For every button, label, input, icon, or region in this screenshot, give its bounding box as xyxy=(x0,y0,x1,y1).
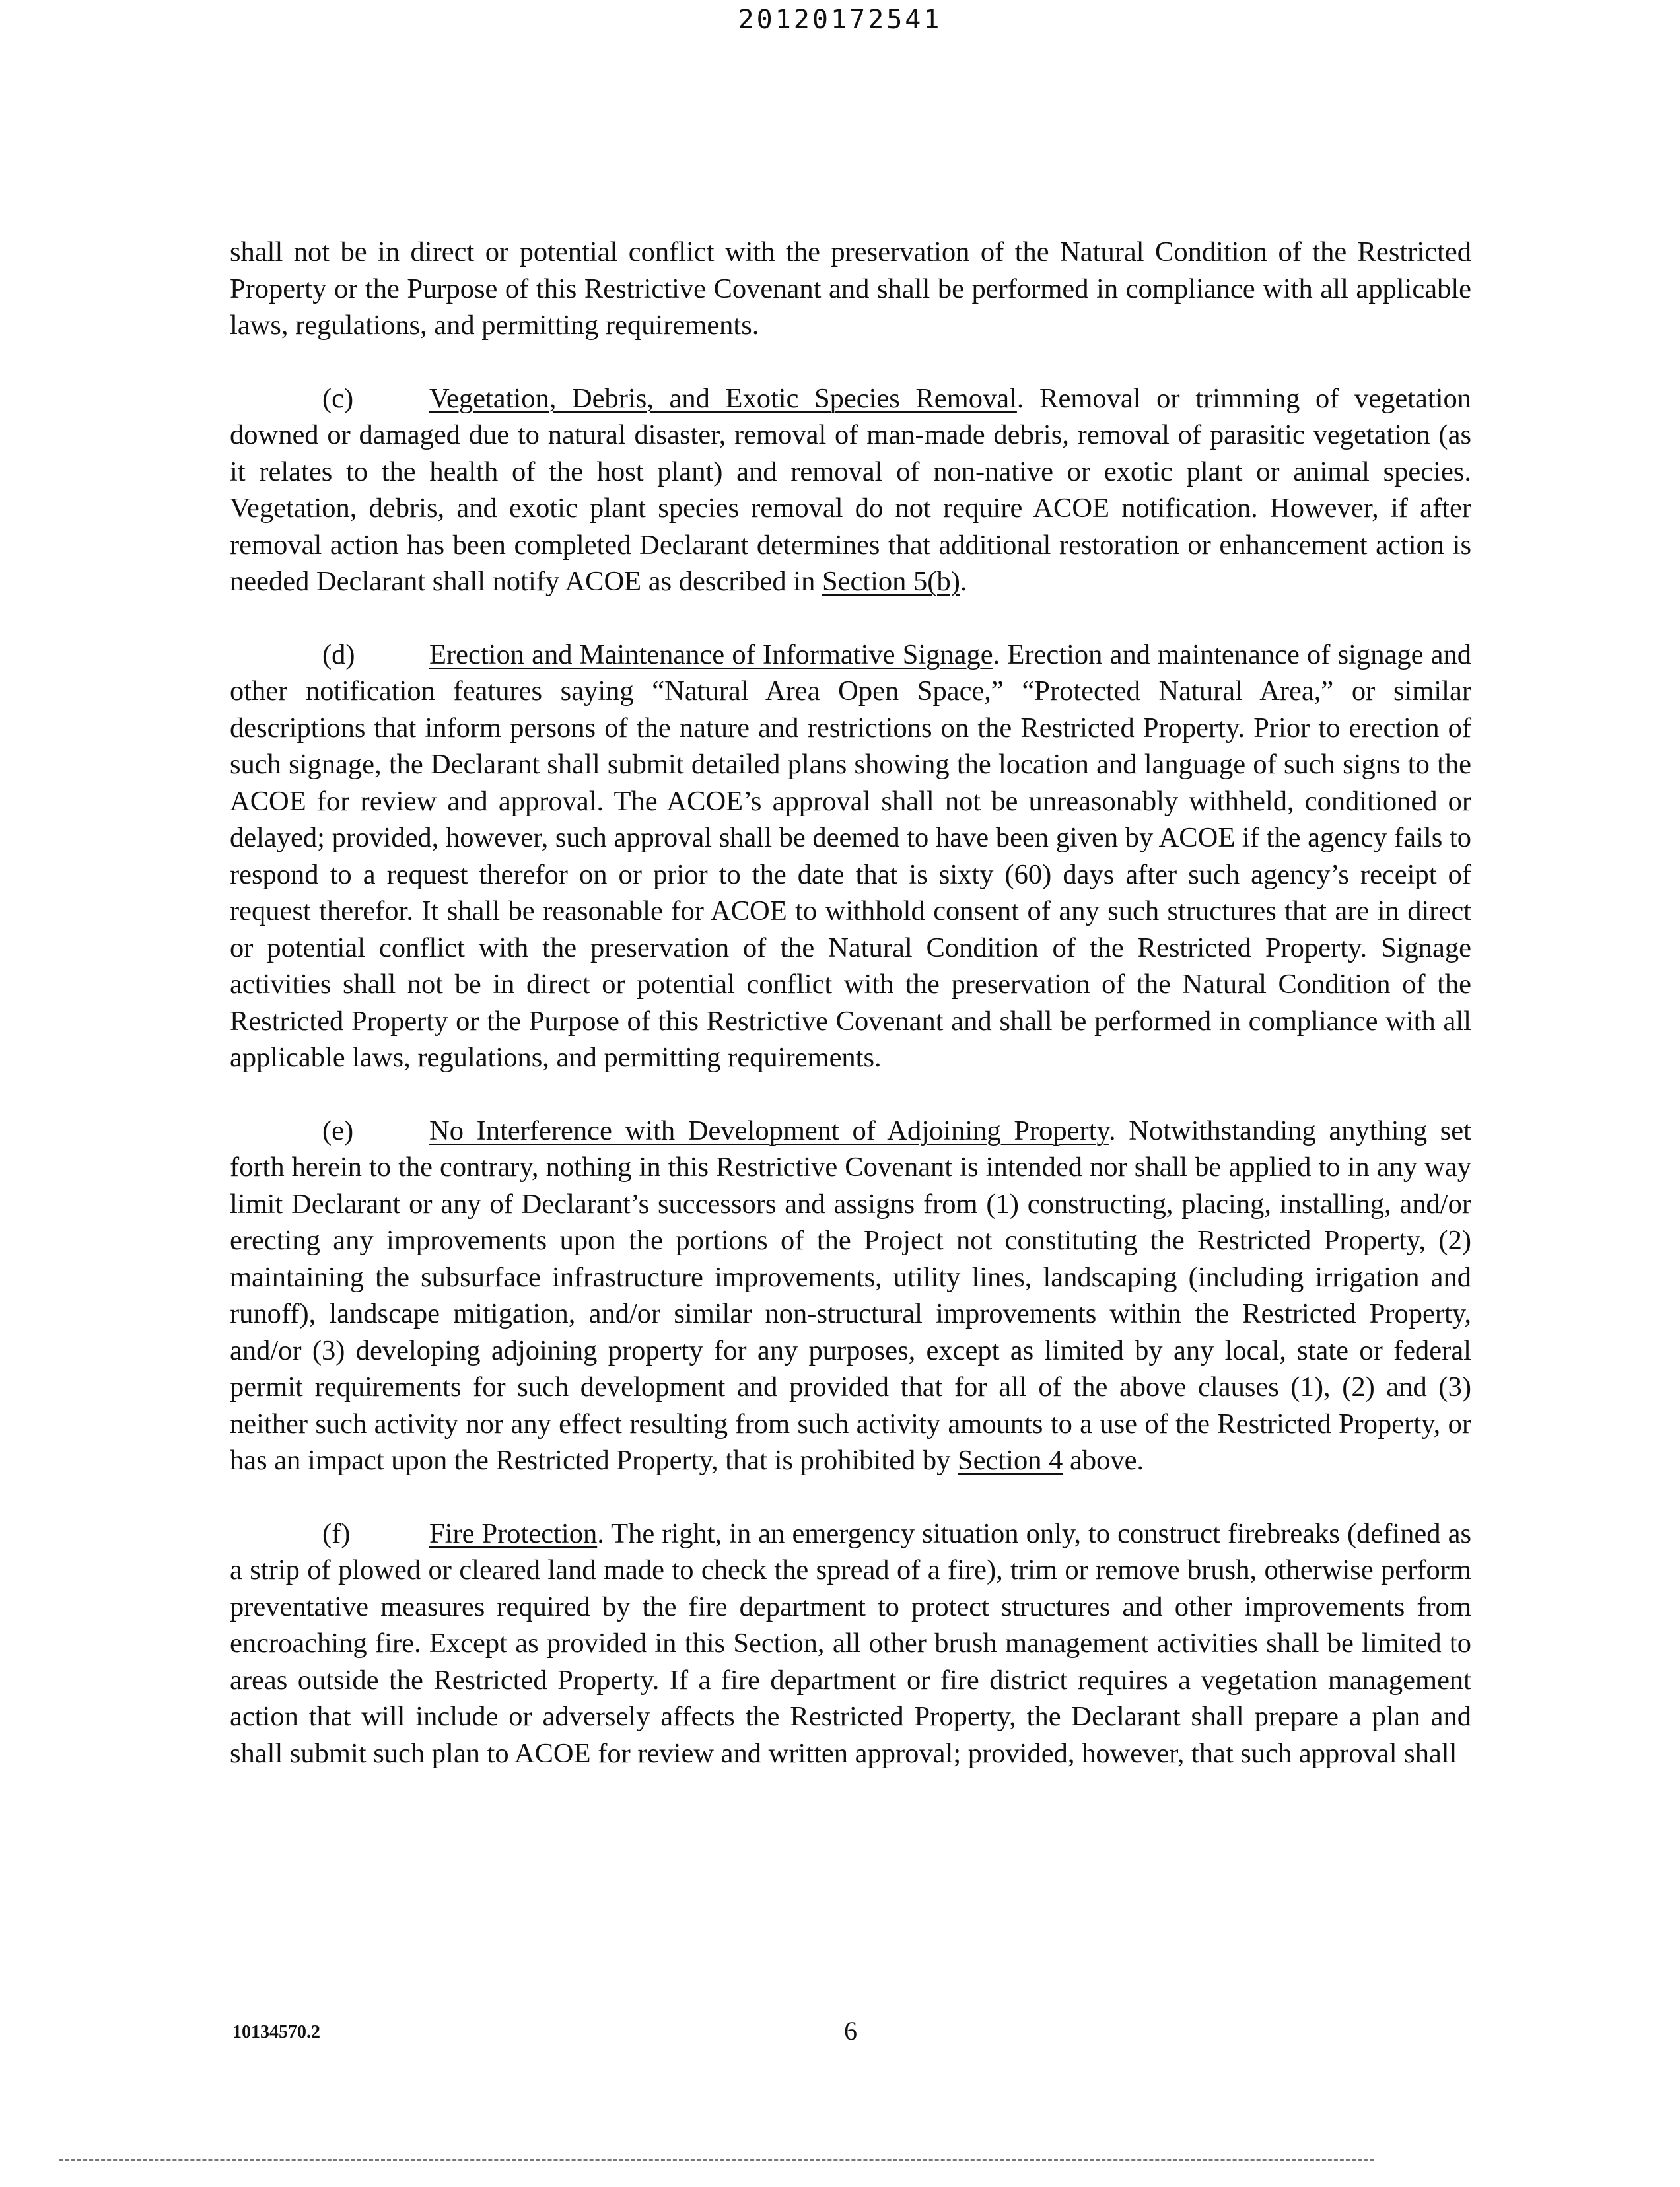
section-e-text: . Notwithstanding anything set forth herein to the contrary, nothing in this Restrictive Covenant is intended nor shall be applied to in any way limit Declarant or any of Declarant’s successors and assigns from (1) constructing, placing, installing, and/or erecting any improvements upon the portions of the Project not constituting the Restricted Property, (2) maintaining the subsurface infrastructure improvements, utility lines, landscaping (including irrigation and runoff), landscape mitigation, and/or similar non-structural improvements within the Restricted Property, and/or (3) developing adjoining property for any purposes, except as limited by any local, state or federal permit requirements for such development and provided that for all of the above clauses (1), (2) and (3) neither such activity nor any effect resulting from such activity amounts to a use of the Restricted Property, or has an impact upon the Restricted Property, that is prohibited by xyxy=(230,1115,1471,1476)
section-d-text: . Erection and maintenance of signage and other notification features saying “Natural Area Open Space,” “Protected Natural Area,” or similar descriptions that inform persons of the nature and restrictions on the Restricted Property. Prior to erection of such signage, the Declarant shall submit detailed plans showing the location and language of such signs to the ACOE for review and approval. The ACOE’s approval shall not be unreasonably withheld, conditioned or delayed; provided, however, such approval shall be deemed to have been given by ACOE if the agency fails to respond to a request therefor on or prior to the date that is sixty (60) days after such agency’s receipt of request therefor. It shall be reasonable for ACOE to withhold consent of any such structures that are in direct or potential conflict with the preservation of the Natural Condition of the Restricted Property. Signage activities shall not be in direct or potential conflict with the preservation of the Natural Condition of the Restricted Property or the Purpose of this Restrictive Covenant and shall be performed in compliance with all applicable laws, regulations, and permitting requirements. xyxy=(230,639,1471,1073)
section-c-paragraph xyxy=(230,380,1471,600)
section-f-paragraph xyxy=(230,1515,1471,1772)
section-f-text: . The right, in an emergency situation only, to construct firebreaks (defined as a strip of plowed or cleared land made to check the spread of a fire), trim or remove brush, otherwise perform preventative measures required by the fire department to protect structures and other improvements from encroaching fire. Except as provided in this Section, all other brush management activities shall be limited to areas outside the Restricted Property. If a fire department or fire district requires a vegetation management action that will include or adversely affects the Restricted Property, the Declarant shall prepare a plan and shall submit such plan to ACOE for review and written approval; provided, however, that such approval shall xyxy=(230,1517,1471,1769)
section-c-text: . Removal or trimming of vegetation downed or damaged due to natural disaster, removal of man-made debris, removal of parasitic vegetation (as it relates to the health of the host plant) and removal of non-native or exotic plant or animal species. Vegetation, debris, and exotic plant species removal do not require ACOE notification. However, if after removal action has been completed Declarant determines that additional restoration or enhancement action is needed Declarant shall notify ACOE as described in xyxy=(230,382,1472,597)
section-c-text-end: . xyxy=(960,566,967,597)
section-e-label: (e) xyxy=(322,1115,354,1146)
section-f-heading: Fire Protection xyxy=(429,1517,598,1549)
section-d-label: (d) xyxy=(322,639,355,670)
document-body xyxy=(230,234,1471,1808)
section-f-label: (f) xyxy=(322,1517,351,1549)
section-c-heading: Vegetation, Debris, and Exotic Species Removal xyxy=(429,382,1017,414)
section-e-heading: No Interference with Development of Adjoining Property xyxy=(429,1115,1109,1146)
footer-document-id: 10134570.2 xyxy=(232,2022,320,2042)
scan-artifact-line xyxy=(59,2159,1374,2161)
section-d-paragraph xyxy=(230,637,1471,1076)
section-c-label: (c) xyxy=(322,382,354,414)
continuation-paragraph xyxy=(230,234,1471,344)
section-d-heading: Erection and Maintenance of Informative Signage xyxy=(429,639,993,670)
section-e-text-end: above. xyxy=(1063,1445,1144,1476)
section-c-reference: Section 5(b) xyxy=(822,566,960,597)
continuation-text: shall not be in direct or potential conflict with the preservation of the Natural Condition of the Restricted Property or the Purpose of this Restrictive Covenant and shall be performed in compliance with all applicable laws, regulations, and permitting requirements. xyxy=(230,236,1471,341)
section-e-reference: Section 4 xyxy=(958,1445,1063,1476)
document-number: 20120172541 xyxy=(738,5,942,35)
section-e-paragraph xyxy=(230,1113,1471,1479)
page-number: 6 xyxy=(844,2016,857,2046)
